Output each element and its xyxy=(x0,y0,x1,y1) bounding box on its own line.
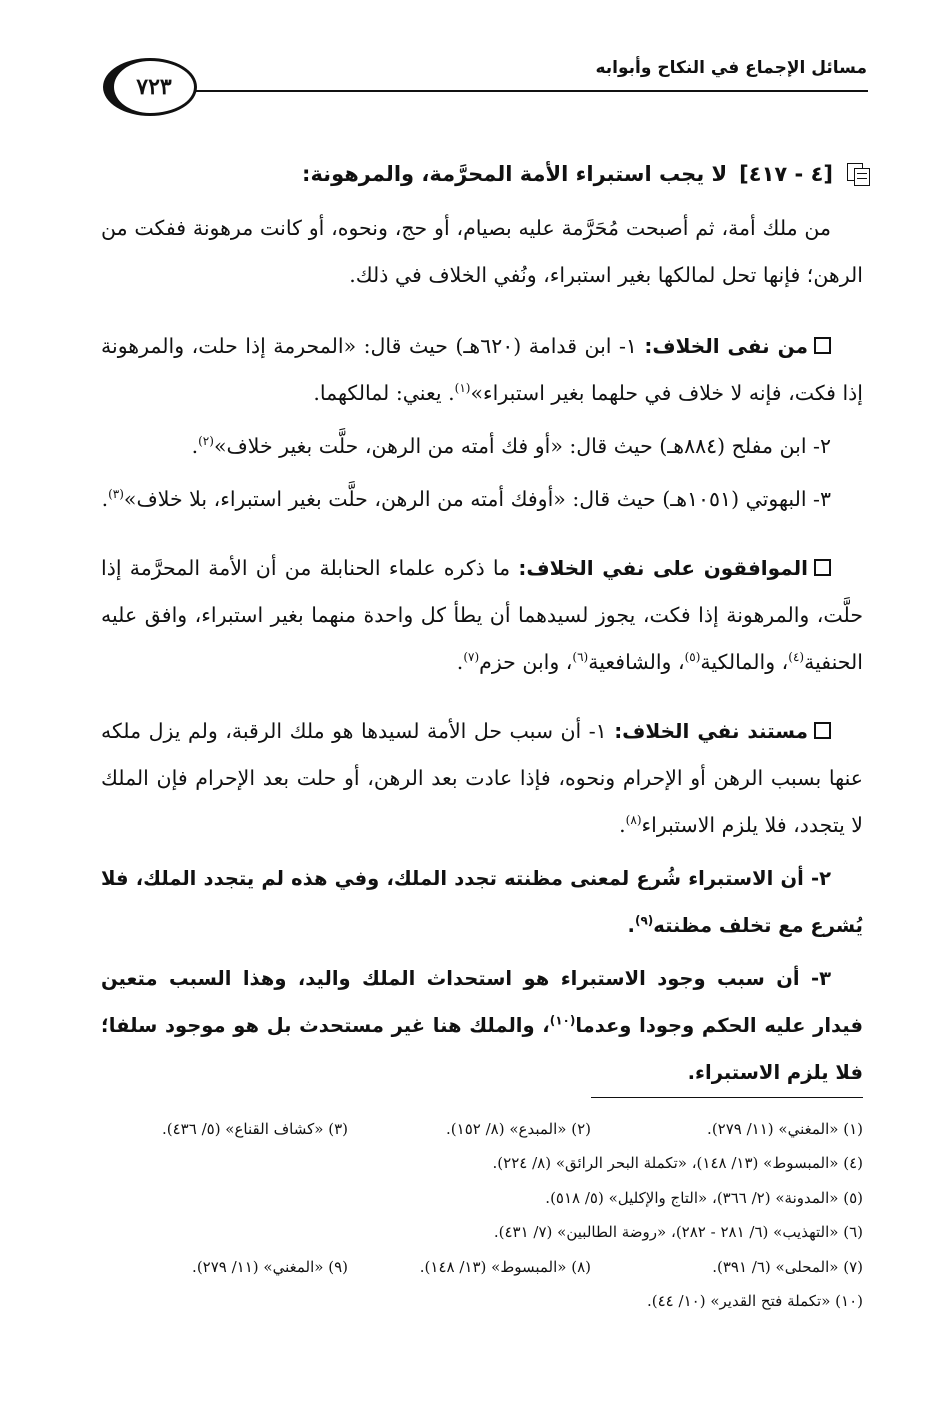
negator-text: ٢- ابن مفلح (٨٨٤هـ) حيث قال: «أو فك أمته من الرهن، حلَّت بغير خلاف» xyxy=(213,434,831,458)
negator-item xyxy=(101,476,863,523)
footnote: (٦) «التهذيب» (٦/ ٢٨١ - ٢٨٢)، «روضة الطالبين» (٧/ ٤٣١). xyxy=(493,1223,863,1242)
footnote: (١) «المغني» (١١/ ٢٧٩). xyxy=(707,1120,863,1138)
negators-paragraph xyxy=(101,323,863,523)
basis-text: ١- أن سبب حل الأمة لسيدها هو ملك الرقبة، ولم يزل ملكه عنها بسبب الرهن أو الإحرام ونحوه، فإذا عادت بعد الرهن، أو حلت بعد الإحرام فإن الملك لا يتجدد، فلا يلزم الاستبراء xyxy=(101,719,863,837)
footnote-ref[interactable]: (٨) xyxy=(625,813,642,828)
footnote: (٩) «المغني» (١١/ ٢٧٩). xyxy=(192,1257,348,1276)
negator-text: . xyxy=(191,434,199,458)
basis-item xyxy=(101,708,863,849)
agreers-text: . xyxy=(456,650,464,674)
footnote-ref[interactable]: (٧) xyxy=(463,650,480,665)
agreers-heading: الموافقون على نفي الخلاف: xyxy=(518,556,808,580)
negator-text: ١- ابن قدامة (٦٢٠هـ) حيث قال: «المحرمة إذا حلت، والمرهونة إذا فكت، فإنه لا خلاف في حلهما بغير استبراء» xyxy=(101,334,863,405)
footnote: (٣) «كشاف القناع» (٥/ ٤٣٦). xyxy=(162,1120,348,1138)
footnote-ref[interactable]: (١٠) xyxy=(549,1013,576,1028)
page-number: ٧٢٣ xyxy=(103,58,197,116)
footnote-ref[interactable]: (١) xyxy=(454,381,471,396)
negator-text: . xyxy=(101,487,109,511)
basis-text: ٣- أن سبب وجود الاستبراء هو استحداث الملك واليد، وهذا السبب متعين فيدار عليه الحكم وجودا وعدما xyxy=(101,967,863,1037)
document-icon xyxy=(845,163,871,185)
footnote-row xyxy=(101,1146,863,1180)
agreers-paragraph xyxy=(101,545,863,686)
agreers-text: ، والمالكية xyxy=(700,650,789,674)
running-title: مسائل الإجماع في النكاح وأبوابه xyxy=(595,58,867,78)
intro-text: من ملك أمة، ثم أصبحت مُحَرَّمة عليه بصيام، أو حج، ونحوه، أو كانت مرهونة ففكت من الرهن؛ فإنها تحل لمالكها بغير استبراء، ونُفي الخلاف في ذلك. xyxy=(101,216,863,287)
footnote: (٨) «المبسوط» (١٣/ ١٤٨). xyxy=(419,1257,591,1276)
footnote-ref[interactable]: (٣) xyxy=(108,487,124,502)
footnote-ref[interactable]: (٢) xyxy=(198,434,214,449)
footnote-row xyxy=(101,1112,863,1146)
footnote: (٧) «المحلى» (٦/ ٣٩١). xyxy=(712,1257,863,1276)
agreers-text: ، والشافعية xyxy=(588,650,685,674)
negator-item xyxy=(101,423,863,470)
intro-paragraph xyxy=(101,205,863,299)
negator-text: . يعني: لمالكهما. xyxy=(313,381,455,405)
basis-text: ٢- أن الاستبراء شُرع لمعنى مظنته تجدد الملك، وفي هذه لم يتجدد الملك، فلا يُشرع مع تخلف مظنته xyxy=(101,867,863,937)
footnote-row xyxy=(101,1215,863,1249)
footnotes xyxy=(101,1112,863,1318)
basis-item xyxy=(101,955,863,1096)
footnote: (٢) «المبدع» (٨/ ١٥٢). xyxy=(446,1120,591,1138)
negator-text: ٣- البهوتي (١٠٥١هـ) حيث قال: «أوفك أمته من الرهن، حلَّت بغير استبراء، بلا خلاف» xyxy=(123,487,831,511)
footnote-rule xyxy=(591,1097,863,1098)
footnote-row xyxy=(101,1250,863,1284)
section-heading xyxy=(71,152,871,196)
negator-item xyxy=(101,323,863,417)
header-rule xyxy=(196,90,868,92)
agreers-text: ، وابن حزم xyxy=(479,650,573,674)
agreers-text: ما ذكره علماء الحنابلة من أن الأمة المحرَّمة إذا حلَّت، والمرهونة إذا فكت، يجوز لسيدهما أن يطأ كل واحدة منهما بغير استبراء، وافق عليه الحنفية xyxy=(101,556,863,674)
basis-text: ، والملك هنا غير مستحدث بل هو موجود سلفا؛ فلا يلزم الاستبراء. xyxy=(101,1014,863,1084)
footnote-row xyxy=(101,1284,863,1318)
footnote-ref[interactable]: (٦) xyxy=(572,650,589,665)
checkbox-icon xyxy=(814,722,831,739)
footnote-ref[interactable]: (٤) xyxy=(788,650,805,665)
footnote-ref[interactable]: (٥) xyxy=(684,650,701,665)
basis-paragraph xyxy=(101,708,863,1096)
footnote: (١٠) «تكملة فتح القدير» (١٠/ ٤٤). xyxy=(647,1292,863,1311)
basis-text: . xyxy=(627,914,635,937)
footnote-row xyxy=(101,1181,863,1215)
checkbox-icon xyxy=(814,559,831,576)
basis-heading: مستند نفي الخلاف: xyxy=(614,719,808,743)
main-text xyxy=(101,205,863,1118)
footnote: (٤) «المبسوط» (١٣/ ١٤٨)، «تكملة البحر الرائق» (٨/ ٢٢٤). xyxy=(492,1154,863,1173)
basis-text: . xyxy=(619,813,626,837)
footnote-ref[interactable]: (٩) xyxy=(634,913,654,928)
negators-heading: من نفى الخلاف: xyxy=(644,334,808,358)
section-title: لا يجب استبراء الأمة المحرَّمة، والمرهونة: xyxy=(302,162,728,186)
section-number: [٤ - ٤١٧] xyxy=(739,162,833,186)
basis-item xyxy=(101,855,863,949)
checkbox-icon xyxy=(814,337,831,354)
footnote: (٥) «المدونة» (٢/ ٣٦٦)، «التاج والإكليل» (٥/ ٥١٨). xyxy=(545,1188,863,1207)
